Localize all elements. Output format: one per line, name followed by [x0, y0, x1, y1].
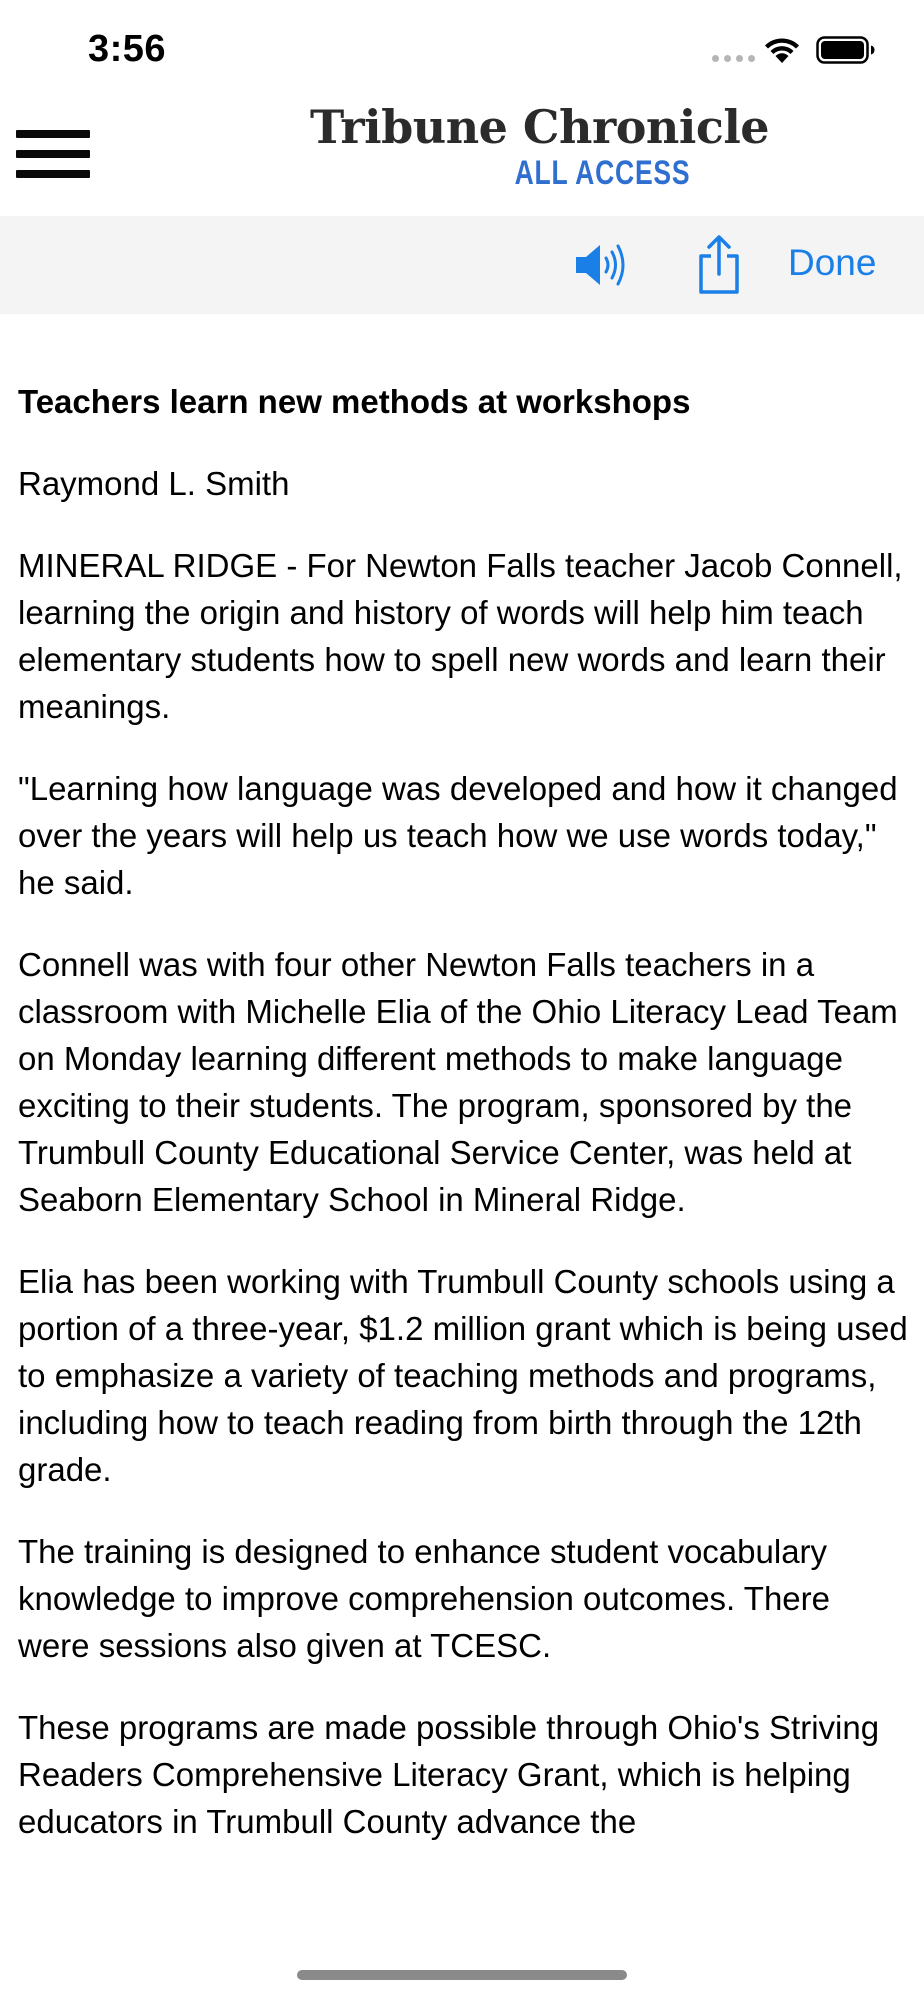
battery-icon [816, 36, 876, 64]
article-paragraph: "Learning how language was developed and how it changed over the years will help us teach how we use words today," he said. [18, 770, 898, 901]
article-body [18, 380, 908, 1926]
logo [300, 100, 770, 200]
article-paragraph: The training is designed to enhance student vocabulary knowledge to improve comprehension outcomes. There were sessions also given at TCESC. [18, 1533, 830, 1664]
home-indicator[interactable] [297, 1970, 627, 1980]
share-icon[interactable] [695, 234, 743, 296]
logo-main-text: Tribune Chronicle [310, 100, 770, 154]
article-paragraph: Elia has been working with Trumbull County schools using a portion of a three-year, $1.2 million grant which is being used to emphasize a variety of teaching methods and programs, including how to teach reading from birth through the 12th grade. [18, 1263, 908, 1488]
article-title: Teachers learn new methods at workshops [18, 383, 691, 420]
hamburger-menu-icon[interactable] [16, 130, 90, 180]
signal-dots-icon [712, 55, 755, 62]
article-toolbar [0, 216, 924, 314]
article-paragraph: MINERAL RIDGE - For Newton Falls teacher Jacob Connell, learning the origin and history of words will help him teach elementary students how to spell new words and learn their meanings. [18, 547, 903, 725]
article-paragraph: These programs are made possible through Ohio's Striving Readers Comprehensive Literacy Grant, which is helping educators in Trumbull County advance the [18, 1709, 880, 1840]
article-author: Raymond L. Smith [18, 465, 290, 502]
wifi-icon [762, 34, 802, 64]
app-header [0, 90, 924, 216]
logo-sub-text: ALL ACCESS [514, 154, 690, 192]
status-bar [0, 0, 924, 90]
done-button[interactable]: Done [788, 242, 877, 283]
status-time: 3:56 [88, 28, 167, 70]
article-paragraph: Connell was with four other Newton Falls teachers in a classroom with Michelle Elia of the Ohio Literacy Lead Team on Monday learning different methods to make language exciting to their students. The program, sponsored by the Trumbull County Educational Service Center, was held at Seaborn Elementary School in Mineral Ridge. [18, 946, 898, 1218]
speaker-icon[interactable] [572, 240, 628, 290]
